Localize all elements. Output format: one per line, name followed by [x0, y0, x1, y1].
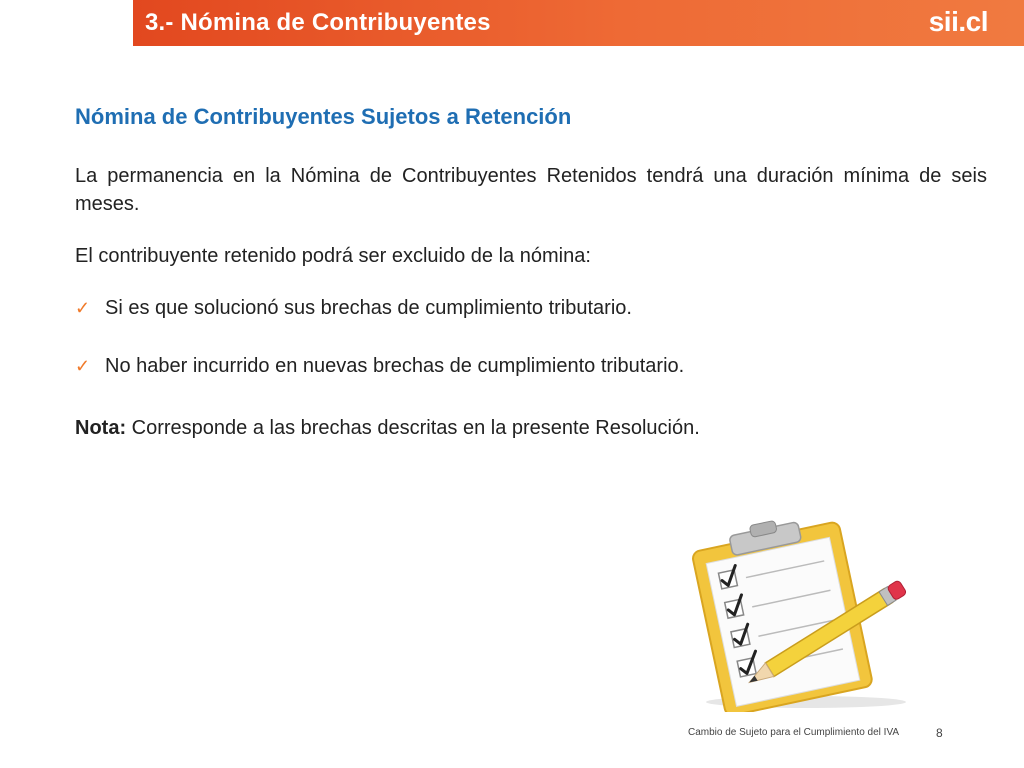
brand-logo: sii.cl [928, 6, 988, 37]
exclusion-checklist [75, 294, 987, 380]
slide-content [75, 104, 987, 442]
footer-text: Cambio de Sujeto para el Cumplimiento del IVA [688, 727, 900, 738]
note-label: Nota: [75, 417, 127, 439]
checklist-item [75, 294, 987, 322]
check-icon: ✓ [75, 356, 91, 376]
header-bar [133, 0, 1024, 46]
clipboard-checklist-illustration [676, 512, 926, 712]
checklist-item-text: No haber incurrido en nuevas brechas de cumplimiento tributario. [105, 355, 685, 377]
checklist-item [75, 352, 987, 380]
note [75, 414, 987, 442]
paragraph-permanence: La permanencia en la Nómina de Contribuyentes Retenidos tendrá una duración mínima de seis meses. [75, 165, 987, 215]
slide-header-title: 3.- Nómina de Contribuyentes [145, 9, 491, 36]
section-title: Nómina de Contribuyentes Sujetos a Retención [75, 104, 572, 129]
page-number: 8 [936, 726, 943, 740]
note-text: Corresponde a las brechas descritas en la presente Resolución. [126, 417, 700, 439]
paragraph-exclusion: El contribuyente retenido podrá ser excluido de la nómina: [75, 245, 591, 267]
check-icon: ✓ [75, 298, 91, 318]
checklist-item-text: Si es que solucionó sus brechas de cumplimiento tributario. [105, 297, 632, 319]
